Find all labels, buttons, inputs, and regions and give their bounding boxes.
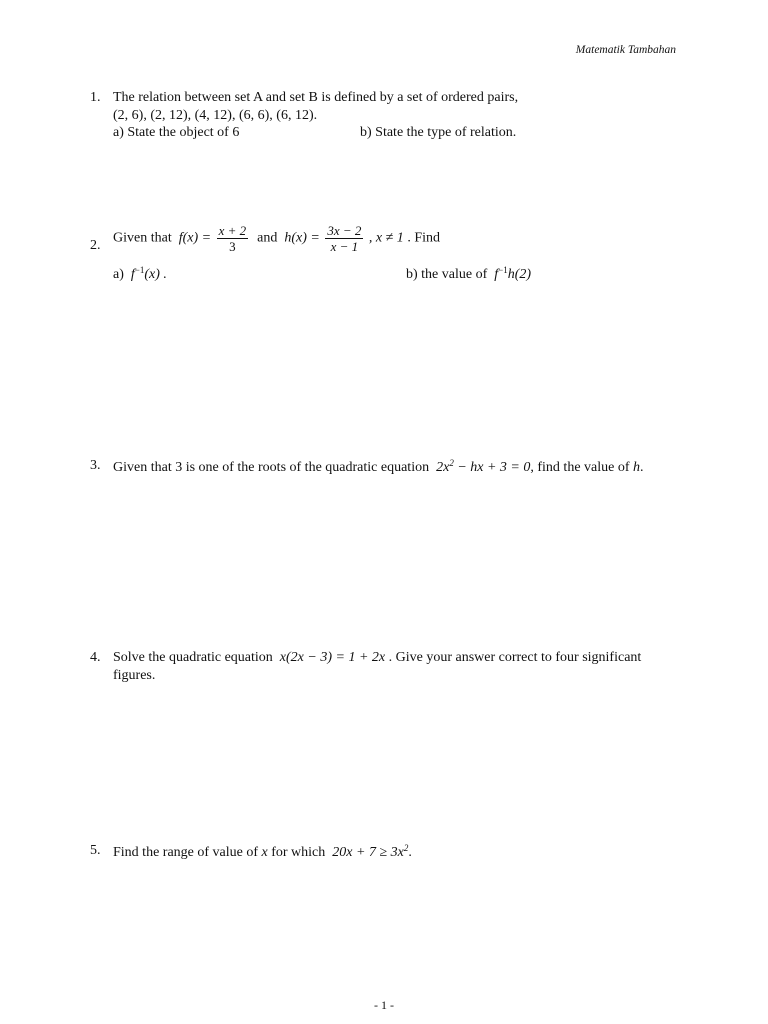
- variable: x: [261, 845, 268, 860]
- text-before: Solve the quadratic equation: [113, 650, 273, 665]
- h-denominator: x − 1: [330, 239, 359, 254]
- text-after: , find the value of: [530, 460, 630, 475]
- question-part-b: b) State the type of relation.: [360, 125, 517, 140]
- part-b-label: b) the value of: [406, 267, 488, 282]
- equation: [436, 460, 530, 475]
- equation-exponent: 2: [449, 458, 454, 468]
- part-a-argument: (x) .: [144, 267, 167, 282]
- part-a-function: f: [130, 267, 135, 282]
- variable: h: [633, 460, 641, 475]
- equation: x(2x − 3) = 1 + 2x: [279, 650, 386, 665]
- question-number: 2.: [90, 238, 101, 253]
- question-text: [113, 458, 644, 476]
- question-number: 3.: [90, 458, 101, 473]
- f-numerator: x + 2: [218, 223, 247, 238]
- question-number: 1.: [90, 90, 101, 105]
- f-denominator: 3: [229, 239, 236, 254]
- f-definition-lhs: f(x) =: [178, 230, 212, 246]
- part-b-inverse: −1: [498, 265, 508, 275]
- question-text: [113, 843, 412, 861]
- question-number: 5.: [90, 843, 101, 858]
- text-after: . Give your answer correct to four significant: [388, 650, 642, 665]
- part-b-function: f: [494, 267, 499, 282]
- text-before: Given that 3 is one of the roots of the quadratic equation: [113, 460, 430, 475]
- find-text: . Find: [407, 230, 440, 246]
- h-fraction: [325, 223, 363, 254]
- end: .: [640, 460, 644, 475]
- question-part-a: a) State the object of 6: [113, 125, 240, 140]
- equation-rest: − hx + 3 = 0: [453, 460, 531, 475]
- page-number: - 1 -: [374, 998, 394, 1012]
- part-a-inverse: −1: [134, 265, 145, 275]
- question-part-b: [406, 265, 531, 283]
- equation-term: 2x: [436, 460, 450, 475]
- question-text: [113, 223, 440, 254]
- intro-text: Given that: [113, 230, 172, 246]
- equation-exponent: 2: [403, 843, 409, 853]
- part-b-argument: h(2): [507, 267, 532, 282]
- text-mid: for which: [271, 845, 326, 860]
- and-text: and: [257, 230, 278, 246]
- condition: , x ≠ 1: [368, 230, 404, 246]
- end: .: [408, 845, 412, 860]
- question-number: 4.: [90, 650, 101, 665]
- question-text-line2: (2, 6), (2, 12), (4, 12), (6, 6), (6, 12).: [113, 108, 318, 123]
- question-text: The relation between set A and set B is defined by a set of ordered pairs,: [113, 90, 519, 105]
- page-header: Matematik Tambahan: [575, 44, 676, 56]
- text-before: Find the range of value of: [113, 845, 259, 860]
- equation: [332, 845, 408, 860]
- h-numerator: 3x − 2: [327, 223, 362, 238]
- question-text-line2: figures.: [113, 668, 156, 683]
- equation-body: 20x + 7 ≥ 3x: [332, 845, 404, 860]
- h-definition-lhs: h(x) =: [284, 230, 320, 246]
- question-part-a: [113, 265, 167, 283]
- part-a-label: a): [113, 267, 124, 282]
- question-text: [113, 650, 641, 666]
- f-fraction: [217, 223, 249, 254]
